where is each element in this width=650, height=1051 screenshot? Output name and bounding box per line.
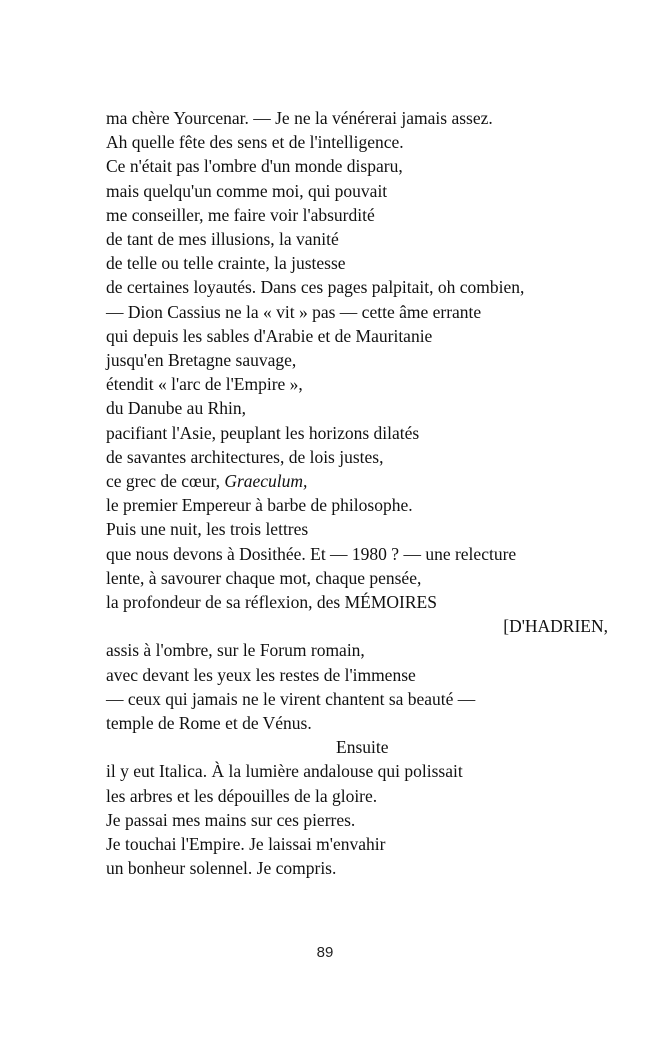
poem-line: — ceux qui jamais ne le virent chantent sa beauté — (106, 688, 476, 709)
poem-line: jusqu'en Bretagne sauvage, (106, 350, 297, 371)
poem-line: de certaines loyautés. Dans ces pages palpitait, oh combien, (106, 277, 525, 298)
poem-line-graeculum (106, 469, 606, 493)
poem-line: le premier Empereur à barbe de philosophe. (106, 495, 413, 516)
poem-line: de telle ou telle crainte, la justesse (106, 253, 346, 274)
poem-line: étendit « l'arc de l'Empire », (106, 374, 303, 395)
poem-line: de tant de mes illusions, la vanité (106, 229, 339, 250)
poem-line: Je touchai l'Empire. Je laissai m'envahir (106, 834, 386, 855)
poem-line: un bonheur solennel. Je compris. (106, 858, 337, 879)
poem-line: avec devant les yeux les restes de l'immense (106, 664, 416, 685)
poem-line-prefix: ce grec de cœur, (106, 471, 225, 492)
poem-line: mais quelqu'un comme moi, qui pouvait (106, 180, 388, 201)
poem-line: il y eut Italica. À la lumière andalouse qui polissait (106, 761, 463, 782)
poem-line: ma chère Yourcenar. — Je ne la vénérerai jamais assez. (106, 108, 493, 128)
poem-line: de savantes architectures, de lois justes, (106, 446, 384, 467)
poem-line: temple de Rome et de Vénus. (106, 713, 312, 734)
poem-line: du Danube au Rhin, (106, 398, 246, 419)
italic-word: Graeculum, (224, 471, 308, 492)
poem-line: la profondeur de sa réflexion, des MÉMOIRES (106, 592, 437, 613)
poem-line: qui depuis les sables d'Arabie et de Mauritanie (106, 325, 433, 346)
poem-line: Je passai mes mains sur ces pierres. (106, 809, 356, 830)
poem-line: les arbres et les dépouilles de la gloire. (106, 785, 378, 806)
poem-line-ensuite: Ensuite (336, 737, 389, 758)
poem-line: que nous devons à Dosithée. Et — 1980 ? — une relecture (106, 543, 517, 564)
poem-line: me conseiller, me faire voir l'absurdité (106, 204, 375, 225)
poem-line: lente, à savourer chaque mot, chaque pensée, (106, 567, 422, 588)
poem-line: Puis une nuit, les trois lettres (106, 519, 309, 540)
poem-line: assis à l'ombre, sur le Forum romain, (106, 640, 365, 661)
poem-line: Ce n'était pas l'ombre d'un monde disparu, (106, 156, 403, 177)
page-number: 89 (316, 944, 334, 961)
poem-line-hadrien: [D'HADRIEN, (503, 616, 608, 637)
poem-line: pacifiant l'Asie, peuplant les horizons dilatés (106, 422, 420, 443)
poem-line: Ah quelle fête des sens et de l'intelligence. (106, 132, 404, 153)
poem-text (106, 106, 606, 881)
poem-line: — Dion Cassius ne la « vit » pas — cette âme errante (106, 301, 482, 322)
